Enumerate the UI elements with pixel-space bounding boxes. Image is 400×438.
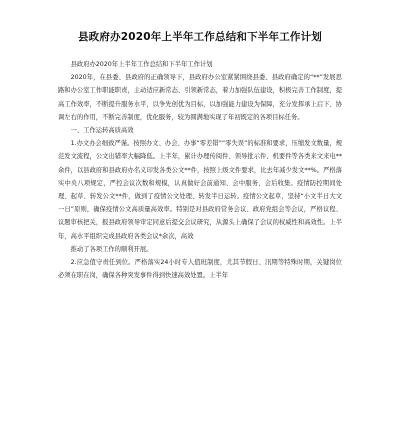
paragraph-document-and-meetings: 1.办文办会细致严谨。按照办文、办会、办事“零差错”“零失误”的标准和要求，压缩发文数量，规范发文流程，公文出错率大幅降低。上半年，累计办理传阅件、领导批示件、机要件等各类来文来电**余件，以县政府和县政府办名义印发各类公文**件，按照上级文件要求，比去年减少发文**%。严格落实中央八项规定，严控会议次数和规模，认真做好会前通知、会中服务、会后收集。疫情防控期间处理、起草、转发公文**件，做到了疫情公文处理、转发半日运转。疫情公文起草，坚持“小文半日大文一日”原则，确保疫情公文高质量高效率。特别是对县政府常务会议、政府党组会等会议，严格议程、议题审核把关，报县政府领导审定同意后提交会议研究，从源头上确保了会议的权威性和高效性。上半年，高水平组织完成县政府各类会议*余次，高效 xyxy=(58,140,342,240)
paragraph-continuation: 推动了各项工作的顺利开展。 xyxy=(70,245,153,253)
section-heading-work-operation: 一、工作运转高质高效 xyxy=(70,127,134,135)
document-title: 县政府办2020年上半年工作总结和下半年工作计划 xyxy=(77,31,323,43)
body-heading-repeat: 县政府办2020年上半年工作总结和下半年工作计划 xyxy=(70,61,213,68)
paragraph-emergency-duty: 2.应急值守责任到位。严格落实24小时专人值班制度，尤其节假日、汛期等特殊时期，关键岗位必须在职在岗，确保各种突发事件得到快速高效处置。上半年 xyxy=(58,259,342,280)
intro-paragraph: 2020年，在县委、县政府的正确领导下，县政府办公室紧紧围绕县委、县政府确定的“**”发展思路和办公室工作职能职责，主动适应新常态、引领新常态，着力加强队伍建设，积极完善工作制度，提高工作效率，不断提升服务水平，以争先创优为目标，以加强能力建设为保障，充分发挥承上启下、协调左右的作用，不断完善制度，优化服务，较为圆满地实现了年初既定的各项目标任务。 xyxy=(58,74,342,121)
document-body xyxy=(58,58,342,282)
